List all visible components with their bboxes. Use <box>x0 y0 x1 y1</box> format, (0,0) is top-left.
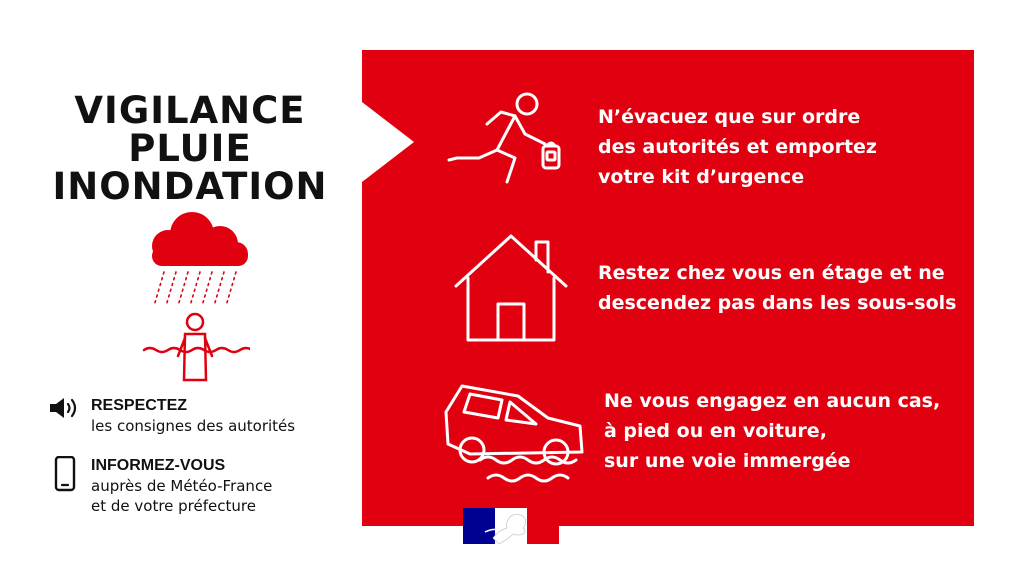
advice-line: votre kit d’urgence <box>598 166 805 188</box>
marianne-logo <box>463 508 559 544</box>
advice-line: N’évacuez que sur ordre <box>598 106 861 128</box>
info-body: les consignes des autorités <box>91 417 296 435</box>
title-line: VIGILANCE <box>74 89 306 132</box>
info-body: auprès de Météo-France <box>91 477 273 495</box>
title-line: PLUIE <box>128 127 252 170</box>
title-line: INONDATION <box>52 165 328 208</box>
info-body: et de votre préfecture <box>91 497 256 515</box>
info-heading: RESPECTEZ <box>91 397 188 414</box>
advice-line: à pied ou en voiture, <box>604 420 827 442</box>
left-panel <box>0 0 360 576</box>
advice-no-driving <box>604 386 940 476</box>
smartphone-icon <box>48 456 82 492</box>
advice-line: Ne vous engagez en aucun cas, <box>604 390 941 412</box>
advice-stay-home <box>598 258 956 318</box>
running-person-icon <box>445 88 570 184</box>
rain-flood-icon <box>140 210 250 390</box>
page-title <box>40 89 340 208</box>
flooded-car-icon <box>440 378 590 486</box>
advice-evacuation <box>598 102 877 192</box>
advice-line: descendez pas dans les sous-sols <box>598 292 957 314</box>
speaker-icon <box>48 396 82 420</box>
house-icon <box>452 232 570 344</box>
info-heading: INFORMEZ-VOUS <box>91 457 226 474</box>
advice-line: des autorités et emportez <box>598 136 877 158</box>
panel-arrow-notch <box>362 102 414 182</box>
advice-line: sur une voie immergée <box>604 450 851 472</box>
advice-line: Restez chez vous en étage et ne <box>598 262 945 284</box>
